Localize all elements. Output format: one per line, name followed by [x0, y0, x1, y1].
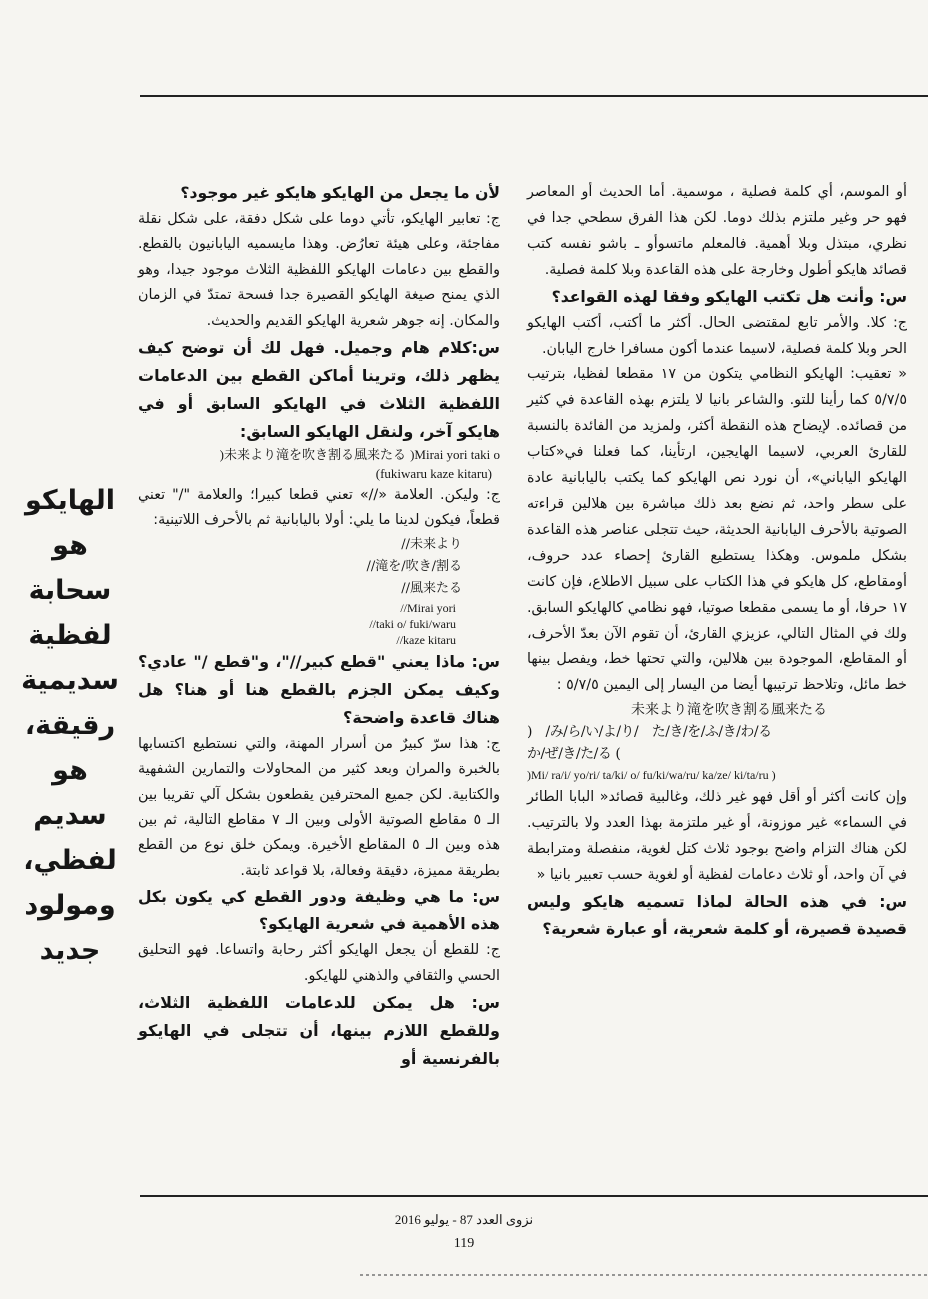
paragraph: أو الموسم، أي كلمة فصلية ، موسمية. أما الحديث أو المعاصر فهو حر وغير ملتزم بذلك دوما. لكن هذا الفرق سطحي جدا في نظري، مبتذل وبلا أهمية. فالمعلم ماتسوأو ـ باشو نفسه كتب قصائد هايكو أطول وخارجة على هذه القاعدة وبلا كلمة فصلية.: [527, 184, 907, 278]
haiku-romaji: (fukiwaru kaze kitaru): [375, 466, 492, 482]
haiku-cut-latin: //kaze kitaru: [396, 632, 456, 647]
question-heading: س: في هذه الحالة لماذا تسميه هايكو وليس قصيدة قصيرة، أو كلمة شعرية، أو عبارة شعرية؟: [527, 892, 907, 938]
commentary-paragraph: « تعقيب: الهايكو النظامي يتكون من ١٧ مقطعا لفظيا، بترتيب ٥/٧/٥ كما رأينا للتو. والشاعر بانيا لا يلتزم بهذه القاعدة في كثير من قصائده. لإيضاح هذه النقطة أكثر، ولمزيد من الفائدة بالنسبة للقارئ العربي، لاسيما الهايجين، ارتأينا، كما فعلنا في«كتاب الهايكو الياباني»، أن نورد نص الهايكو كما يكتب باليابانية عادة على سطر واحد، ثم نضع بعد ذلك مباشرة بين هلالين قراءته الصوتية بالأحرف اليابانية الحديثة، حيث تتجلى عناصر هذه القاعدة بشكل ملموس. وهكذا يستطيع القارئ إحصاء عدد حروف، أومقاطع، كل هايكو في هذا الكتاب على سبيل الاطلاع، فإن كانت ١٧ حرفا، أو ما يسمى مقطعا صوتيا، فهو نظامي كالهايكو السابق. ولك في المثال التالي، عزيزي القارئ، أن تقوم الآن بعدّ الأحرف، أو المقاطع، الموجودة بين هلالين، والتي تحتها خط، ويفصل بينها خط مائل، وتلاحظ ترتيبها أيضا من اليسار إلى اليمين ٥/٧/٥ :: [527, 366, 907, 694]
answer-paragraph: ج: للقطع أن يجعل الهايكو أكثر رحابة واتساعا. فهو التحليق الحسي والثقافي والذهني للهايكو.: [138, 942, 500, 984]
question-heading: س: وأنت هل تكتب الهايكو وفقا لهذه القواعد؟: [551, 287, 907, 306]
question-heading: س: هل يمكن للدعامات اللفظية الثلاث، وللقطع اللازم بينها، أن تتجلى في الهايكو بالفرنسية أو: [138, 993, 500, 1069]
left-column: [138, 180, 500, 1073]
haiku-example: [138, 446, 500, 465]
haiku-cut-line: //未来より: [401, 536, 462, 552]
haiku-cut-line: //風来たる: [401, 580, 462, 596]
header-rule: [140, 95, 928, 97]
haiku-japanese: 未来より滝を吹き割る風来たる: [631, 702, 827, 719]
haiku-cut-latin: //taki o/ fuki/waru: [369, 616, 456, 631]
question-heading: س:كلام هام وجميل. فهل لك أن توضح كيف يظهر ذلك، وترينا أماكن القطع بين الدعامات اللفظية الثلاث في الهايكو السابق أو في هايكو آخر، ولنقل الهايكو السابق:: [138, 338, 500, 442]
question-heading: س: ما هي وظيفة ودور القطع كي يكون بكل هذه الأهمية في شعرية الهايكو؟: [138, 888, 500, 934]
scan-edge: [0, 1272, 928, 1278]
pull-quote: الهايكو هو سحابة لفظية سديمية رقيقة، هو سديم لفظي، ومولود جديد: [21, 485, 119, 966]
right-column: [527, 180, 907, 943]
haiku-cut-latin: //Mirai yori: [400, 600, 456, 615]
footer-rule: [140, 1195, 928, 1197]
paragraph: وإن كانت أكثر أو أقل فهو غير ذلك، وغالبية قصائد« البابا الطائر في السماء» غير موزونة، أو غير ملتزمة بهذا العدد ولا بالترتيب. لكن هناك التزام واضح بوجود ثلاث كتل لغوية، منفصلة ومترابطة في آن واحد، أو ثلاث دعامات لفظية أو لغوية حسب تعبير بانيا «: [527, 789, 907, 883]
haiku-romaji: )Mirai yori taki o(: [219, 447, 500, 463]
haiku-kana-line: ) か/ぜ/き/た/る: [527, 746, 621, 763]
answer-paragraph: ج: وليكن. العلامة «//» تعني قطعا كبيرا؛ والعلامة "/" تعني قطعاً، فيكون لدينا ما يلي: أولا باليابانية ثم بالأحرف اللاتينية:: [138, 487, 500, 529]
question-heading: س: ماذا يعني "قطع كبير//"، و"قطع /" عادي؟ وكيف يمكن الجزم بالقطع هنا أو هنا؟ هل هناك قاعدة واضحة؟: [138, 651, 500, 727]
haiku-romaji: )Mi/ ra/i/ yo/ri/ ta/ki/ o/ fu/ki/wa/ru/ ka/ze/ ki/ta/ru ): [527, 768, 776, 783]
question-heading: لأن ما يجعل من الهايكو هايكو غير موجود؟: [180, 184, 500, 202]
footer-issue: نزوى العدد 87 - يوليو 2016: [394, 1212, 534, 1227]
haiku-japanese: 未来より滝を吹き割る風来たる: [223, 448, 406, 464]
answer-paragraph: ج: تعابير الهايكو، تأتي دوما على شكل دفقة، على شكل نقلة مفاجئة، وعلى هيئة تعارُض. وهذا مايسميه اليابانيون بالقطع. والقطع بين دعامات الهايكو اللفظية الثلاث موجود جيدا، وهو الذي يمنح صيغة الهايكو القصيرة جدا فسحة تمتدّ في الزمان والمكان. إنه جوهر شعرية الهايكو القديم والحديث.: [138, 211, 500, 329]
haiku-cut-line: //滝を/吹き/割る: [366, 558, 462, 574]
page-number: 119: [453, 1236, 475, 1251]
haiku-kana-line: み/ら/い/よ/り/ た/き/を/ふ/き/わ/る/ (: [527, 724, 772, 741]
answer-paragraph: ج: هذا سرّ كبيرٌ من أسرار المهنة، والتي نستطيع اكتسابها بالخبرة والمران وبعد كثير من المحاولات والتمارين الشفهية والكتابية. لكن جميع المحترفين يقطعون بشكل آلي تقريبا بين الـ ٥ مقاطع الصوتية الأولى وبين الـ ٧ مقاطع التالية، ثم بين هذه وبين الـ ٥ المقاطع الأخيرة. ويمكن خلق نوع من القطع بطريقة مميزة، دقيقة وفعالة، بلا قواعد ثابتة.: [138, 735, 500, 879]
answer-paragraph: ج: كلا. والأمر تابع لمقتضى الحال. أكثر ما أكتب، أكتب الهايكو الحر وبلا كلمة فصلية، لاسيما عندما أكون مسافرا خارج اليابان.: [527, 314, 907, 357]
